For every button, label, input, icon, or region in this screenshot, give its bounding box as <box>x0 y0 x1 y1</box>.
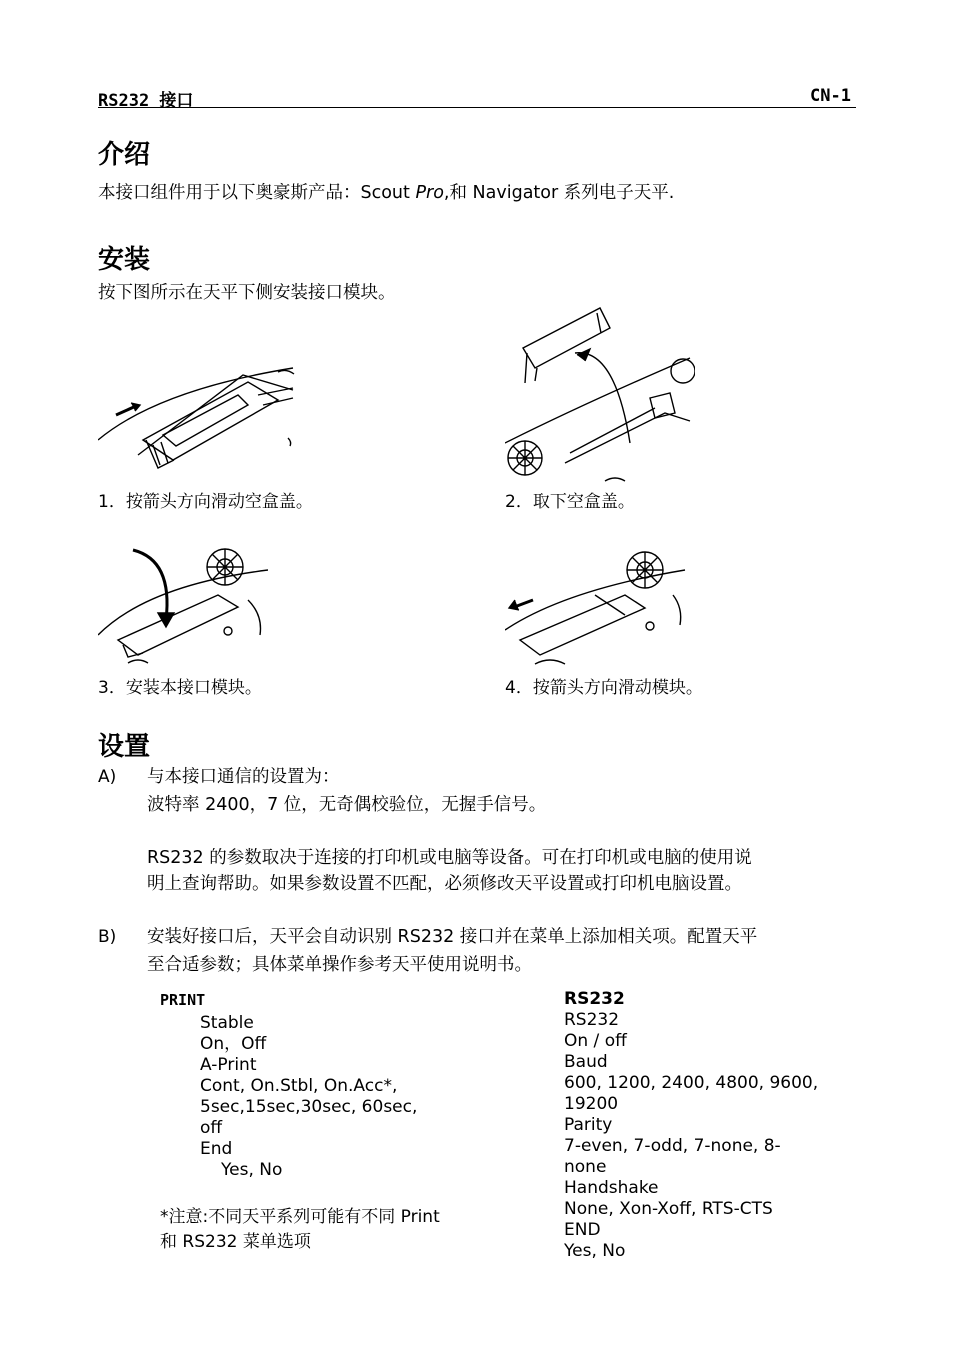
rs232-menu-item: 7-even, 7-odd, 7-none, 8- <box>564 1136 781 1156</box>
caption-step-3: 3．安装本接口模块。 <box>98 678 262 698</box>
rs232-menu <box>564 989 818 1262</box>
intro-heading: 介绍 <box>98 140 151 170</box>
figure-slide-cover <box>98 360 298 480</box>
item-b-line-2: 至合适参数；具体菜单操作参考天平使用说明书。 <box>147 955 532 975</box>
caption-step-4: 4．按箭头方向滑动模块。 <box>505 678 703 698</box>
rs232-menu-item: 600, 1200, 2400, 4800, 9600, <box>564 1073 819 1093</box>
menu-note-line-1: *注意:不同天平系列可能有不同 Print <box>160 1207 440 1227</box>
header-title: RS232 接口 <box>98 91 194 111</box>
figure-remove-cover <box>505 303 695 483</box>
print-menu-item: Stable <box>200 1013 254 1033</box>
menu-note-line-2: 和 RS232 菜单选项 <box>160 1232 311 1252</box>
rs232-menu-item: On / off <box>564 1031 627 1051</box>
item-b-line-1: 安装好接口后，天平会自动识别 RS232 接口并在菜单上添加相关项。配置天平 <box>147 927 758 947</box>
install-text: 按下图所示在天平下侧安装接口模块。 <box>98 283 396 303</box>
print-menu-item: Cont, On.Stbl, On.Acc*, <box>200 1076 398 1096</box>
rs232-menu-item: Baud <box>564 1052 608 1072</box>
rs232-menu-item: END <box>564 1220 601 1240</box>
item-a-para-line-1: RS232 的参数取决于连接的打印机或电脑等设备。可在打印机或电脑的使用说 <box>147 848 752 868</box>
print-menu-end-value: Yes, No <box>221 1160 283 1180</box>
print-menu-list <box>200 1013 417 1181</box>
menu-note <box>160 1207 440 1253</box>
rs232-menu-title: RS232 <box>564 989 625 1009</box>
rs232-menu-item: Parity <box>564 1115 613 1135</box>
rs232-menu-item: none <box>564 1157 607 1177</box>
print-menu-title: PRINT <box>160 991 206 1009</box>
header-rule <box>98 107 856 108</box>
intro-text: 本接口组件用于以下奥豪斯产品：Scout Pro,和 Navigator 系列电子天平. <box>98 183 675 203</box>
rs232-menu-item: Yes, No <box>564 1241 626 1261</box>
install-heading: 安装 <box>98 245 151 275</box>
caption-step-2: 2．取下空盒盖。 <box>505 492 635 512</box>
item-a-line-1: 与本接口通信的设置为： <box>147 767 340 787</box>
item-a-para-line-2: 明上查询帮助。如果参数设置不匹配，必须修改天平设置或打印机电脑设置。 <box>147 874 742 894</box>
print-menu-item: off <box>200 1118 223 1138</box>
caption-step-1: 1．按箭头方向滑动空盒盖。 <box>98 492 313 512</box>
rs232-menu-item: Handshake <box>564 1178 659 1198</box>
print-menu-item: A-Print <box>200 1055 257 1075</box>
item-a-line-2: 波特率 2400，7 位，无奇偶校验位，无握手信号。 <box>147 795 547 815</box>
print-menu-item: End <box>200 1139 233 1159</box>
settings-heading: 设置 <box>98 732 151 762</box>
rs232-menu-item: RS232 <box>564 1010 620 1030</box>
page-number: CN-1 <box>810 86 851 106</box>
print-menu-item: On，Off <box>200 1034 267 1054</box>
figure-slide-module <box>505 540 690 670</box>
rs232-menu-item: None, Xon-Xoff, RTS-CTS <box>564 1199 773 1219</box>
item-a-label: A) <box>98 767 117 787</box>
print-menu-item: 5sec,15sec,30sec, 60sec, <box>200 1097 418 1117</box>
rs232-menu-item: 19200 <box>564 1094 619 1114</box>
figure-install-module <box>98 545 268 670</box>
item-b-label: B) <box>98 927 117 947</box>
